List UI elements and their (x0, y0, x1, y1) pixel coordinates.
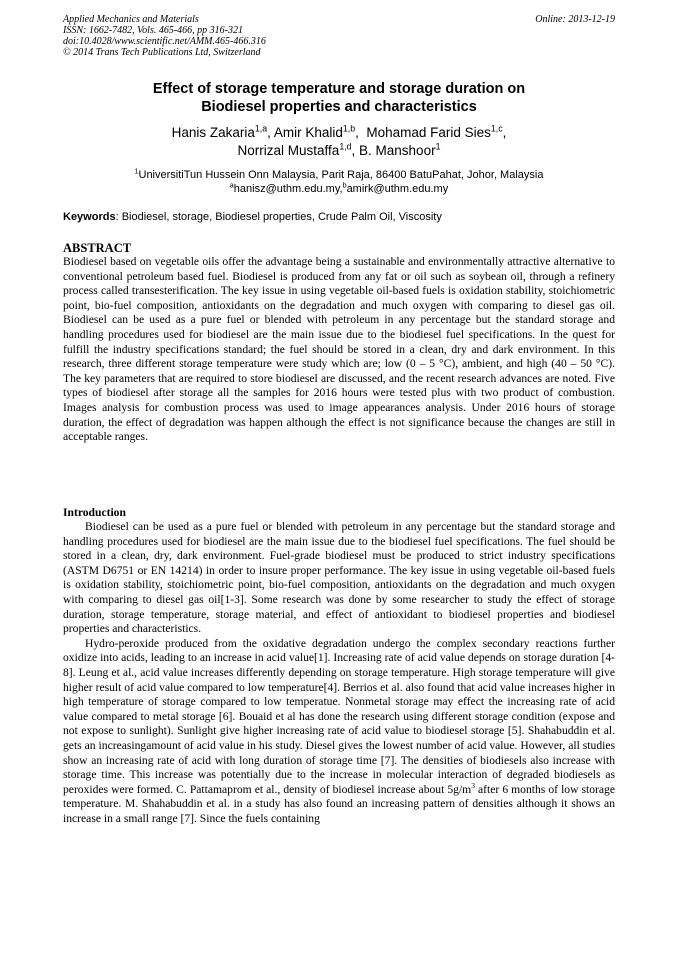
intro-paragraph-1: Biodiesel can be used as a pure fuel or blended with petroleum in any percentage but the standard storage and handling procedures used for biodiesel are the main issue due to the biodiesel fuel specifications. The fuel should be stored in a clean, dry, dark environment. Fuel-grade biodiesel must be produced to strict industry specifications (ASTM D6751 or EN 14214) in order to insure proper performance. The key issue in using vegetable oil-based fuels is oxidation stability, stoichiometric point, bio-fuel composition, antioxidants on the degradation and much oxygen with comparing to diesel gas oil[1-3]. Some research was done by some researcher to study the effect of storage duration, storage temperature, storage material, and effect of antioxidant to biodiesel properties and biodiesel properties and characteristics. (63, 520, 615, 636)
author-name: Norrizal Mustaffa (237, 143, 340, 158)
paper-title (63, 80, 615, 116)
title-line-2: Biodiesel properties and characteristics (201, 99, 477, 115)
keywords-text: : Biodiesel, storage, Biodiesel properties, Crude Palm Oil, Viscosity (115, 211, 442, 223)
email-line: $^a$hanisz@uthm.edu.my,$^b$amirk@uthm.edu.my (229, 181, 449, 195)
affiliation-line (63, 168, 615, 182)
author-name: Amir Khalid (273, 125, 343, 140)
email-mark: a (229, 181, 234, 190)
abstract-text: Biodiesel based on vegetable oils offer the advantage being a sustainable and environmentally attractive alternative to conventional petroleum based fuel. Biodiesel is produced from any fat or oil such as soybean oil, through a refinery process called transesterification. The key issue in using vegetable oil-based fuels is oxidation stability, stoichiometric point, bio-fuel composition, antioxidants on the degradation and much oxygen with comparing to diesel gas oil. Biodiesel can be used as a pure fuel or blended with petroleum in any percentage but the standard storage and handling procedures used for biodiesel are the main issue due to the biodiesel fuel specifications. In the quest for fulfill the industry specifications standard; the fuel should be stored in a clean, dry and dark environment. In this research, three different storage temperature were study which are; low (0 – 5 °C), ambient, and high (40 – 50 °C). The key parameters that are required to store biodiesel are discussed, and the recent research advances are noted. Five types of biodiesel after storage all the samples for 2016 hours were tested plus with two product of combustion. Images analysis for combustion process was used to image appearances analysis. Under 2016 hours of storage duration, the effect of degradation was happen although the effect is not significance because the changes are still in acceptable ranges. (63, 255, 615, 444)
title-line-1: Effect of storage temperature and storage duration on (152, 81, 526, 97)
author-name: Mohamad Farid Sies (366, 125, 491, 140)
affiliation-text: UniversitiTun Hussein Onn Malaysia, Parit Raja, 86400 BatuPahat, Johor, Malaysia (138, 169, 544, 181)
author-name: B. Manshoor (359, 143, 436, 158)
introduction-heading: Introduction (63, 506, 126, 519)
author-line-2: Norrizal Mustaffa$^{1,d}$, B. Manshoor$^1$ (237, 141, 441, 158)
unit-superscript: 3 (471, 780, 475, 790)
author-name: Hanis Zakaria (171, 125, 255, 140)
email-link[interactable]: hanisz@uthm.edu.my (233, 183, 340, 195)
online-date: Online: 2013-12-19 (535, 14, 615, 25)
email-link[interactable]: amirk@uthm.edu.my (346, 183, 449, 195)
author-list (63, 124, 615, 160)
author-affil-mark: 1,c (490, 123, 503, 134)
paragraph-text: after 6 months of low storage temperature. M. Shahabuddin et al. in a study has also found an increasing pattern of densities although it shows an increase in a small range [7]. Since the fuels containing (63, 782, 616, 825)
doi-line[interactable]: doi:10.4028/www.scientific.net/AMM.465-466.316 (63, 36, 266, 47)
journal-header (63, 14, 615, 58)
copyright-line: © 2014 Trans Tech Publications Ltd, Switzerland (63, 47, 261, 58)
author-affil-mark: 1,b (342, 123, 356, 134)
abstract-heading: ABSTRACT (63, 241, 132, 255)
author-line-1: Hanis Zakaria$^{1,a}$, Amir Khalid$^{1,b}$, Mohamad Farid Sies$^{1,c}$, (171, 123, 507, 140)
paragraph-text: Hydro-peroxide produced from the oxidative degradation undergo the complex secondary reactions further oxidize into acids, leading to an increase in acid value[1]. Increasing rate of acid value depends on storage duration [4-8]. Leung et al., acid value increases differently depending on storage temperature. High storage temperature will give higher result of acid value compared to low temperature[4]. Berrios et al. also found that acid value increases higher in high temperature of storage compared to low temperatue. Nonmetal storage may effect the increasing rate of acid value compared to metal storage [6]. Bouaid et al has done the research using different storage condition (expose and not expose to sunlight). Sunlight give higher increasing rate of acid value to biodiesel storage [5]. Shahabuddin et al. gets an increasingamount of acid value in his study. Diesel gives the lowest number of acid value. However, all studies show an increasing rate of acid with long duration of storage time [7]. The densities of biodiesels also increase with storage time. This increase was potentially due to the increase in molecular interaction of degraded biodiesels as peroxides were formed. C. Pattamaprom et al., density of biodiesel increase about 5g/m (63, 636, 615, 796)
email-mark: b (342, 181, 347, 190)
keywords-label: Keywords (63, 211, 116, 223)
issn-line: ISSN: 1662-7482, Vols. 465-466, pp 316-321 (63, 25, 243, 36)
introduction-body (63, 520, 615, 826)
affiliation-block (63, 168, 615, 196)
author-affil-mark: 1,a (254, 123, 268, 134)
intro-paragraph-2 (63, 637, 615, 827)
author-affil-mark: 1 (435, 141, 441, 152)
keywords-line (63, 211, 615, 224)
author-affil-mark: 1,d (339, 141, 352, 152)
journal-name: Applied Mechanics and Materials (63, 14, 199, 25)
affiliation-mark: 1 (134, 167, 139, 176)
